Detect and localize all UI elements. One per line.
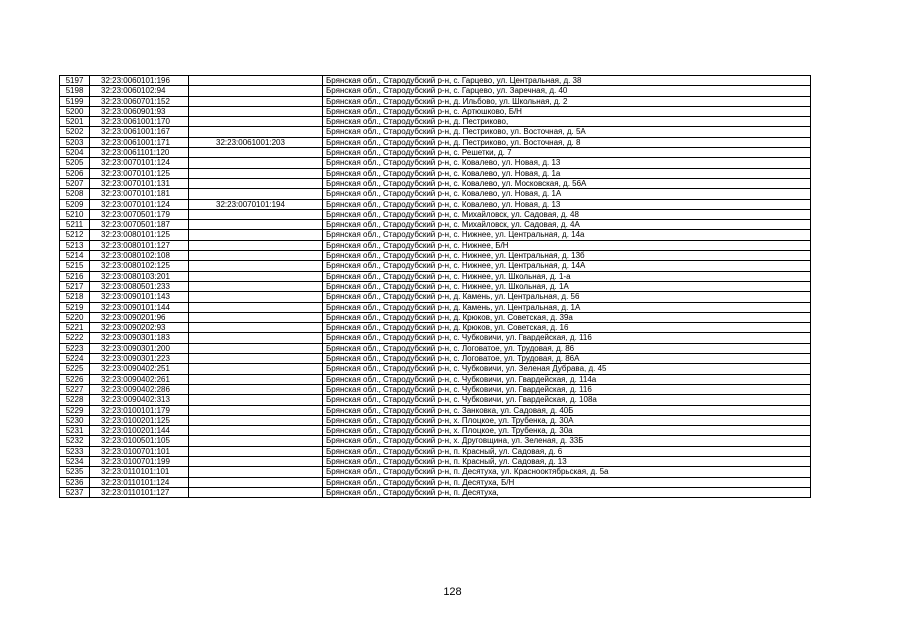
address-cell: Брянская обл., Стародубский р-н, п. Красный, ул. Садовая, д. 13 [323,456,811,466]
row-number-cell: 5197 [60,76,90,86]
cadastral-number-cell: 32:23:0061001:167 [90,127,189,137]
address-cell: Брянская обл., Стародубский р-н, с. Ковалево, ул. Новая, д. 13 [323,158,811,168]
secondary-cadastral-number-cell [189,86,323,96]
table-row [60,148,811,158]
address-cell: Брянская обл., Стародубский р-н, с. Чубковичи, ул. Гвардейская, д. 108а [323,395,811,405]
address-cell: Брянская обл., Стародубский р-н, с. Нижнее, ул. Центральная, д. 14А [323,261,811,271]
secondary-cadastral-number-cell [189,168,323,178]
address-cell: Брянская обл., Стародубский р-н, д. Пестриково, ул. Восточная, д. 5А [323,127,811,137]
address-cell: Брянская обл., Стародубский р-н, с. Нижнее, ул. Центральная, д. 14а [323,230,811,240]
secondary-cadastral-number-cell [189,76,323,86]
cadastral-number-cell: 32:23:0090402:251 [90,364,189,374]
table-row [60,426,811,436]
address-cell: Брянская обл., Стародубский р-н, д. Камень, ул. Центральная, д. 56 [323,292,811,302]
address-cell: Брянская обл., Стародубский р-н, д. Камень, ул. Центральная, д. 1А [323,302,811,312]
table-row [60,477,811,487]
cadastral-number-cell: 32:23:0090402:313 [90,395,189,405]
secondary-cadastral-number-cell [189,477,323,487]
cadastral-number-cell: 32:23:0060901:93 [90,106,189,116]
table-row [60,76,811,86]
secondary-cadastral-number-cell [189,487,323,497]
cadastral-number-cell: 32:23:0090402:286 [90,384,189,394]
cadastral-number-cell: 32:23:0080102:108 [90,251,189,261]
row-number-cell: 5223 [60,343,90,353]
cadastral-number-cell: 32:23:0070501:187 [90,220,189,230]
secondary-cadastral-number-cell [189,292,323,302]
address-cell: Брянская обл., Стародубский р-н, с. Занковка, ул. Садовая, д. 40Б [323,405,811,415]
address-cell: Брянская обл., Стародубский р-н, д. Пестриково, [323,117,811,127]
cadastral-number-cell: 32:23:0100701:101 [90,446,189,456]
cadastral-number-cell: 32:23:0090301:200 [90,343,189,353]
table-row [60,405,811,415]
secondary-cadastral-number-cell [189,271,323,281]
row-number-cell: 5232 [60,436,90,446]
cadastral-number-cell: 32:23:0090202:93 [90,323,189,333]
table-row [60,158,811,168]
row-number-cell: 5205 [60,158,90,168]
cadastral-number-cell: 32:23:0090101:144 [90,302,189,312]
row-number-cell: 5209 [60,199,90,209]
registry-table [59,75,811,498]
row-number-cell: 5229 [60,405,90,415]
cadastral-number-cell: 32:23:0080501:233 [90,281,189,291]
secondary-cadastral-number-cell [189,302,323,312]
table-row [60,230,811,240]
address-cell: Брянская обл., Стародубский р-н, с. Нижнее, ул. Центральная, д. 13б [323,251,811,261]
address-cell: Брянская обл., Стародубский р-н, с. Чубковичи, ул. Зеленая Дубрава, д. 45 [323,364,811,374]
row-number-cell: 5207 [60,178,90,188]
row-number-cell: 5199 [60,96,90,106]
secondary-cadastral-number-cell [189,96,323,106]
secondary-cadastral-number-cell [189,384,323,394]
address-cell: Брянская обл., Стародубский р-н, с. Гарцево, ул. Центральная, д. 38 [323,76,811,86]
cadastral-number-cell: 32:23:0110101:124 [90,477,189,487]
row-number-cell: 5203 [60,137,90,147]
table-row [60,354,811,364]
row-number-cell: 5228 [60,395,90,405]
table-row [60,106,811,116]
table-row [60,292,811,302]
cadastral-number-cell: 32:23:0070101:131 [90,178,189,188]
secondary-cadastral-number-cell [189,148,323,158]
table-row [60,312,811,322]
secondary-cadastral-number-cell [189,374,323,384]
table-row [60,323,811,333]
secondary-cadastral-number-cell [189,395,323,405]
row-number-cell: 5204 [60,148,90,158]
row-number-cell: 5220 [60,312,90,322]
secondary-cadastral-number-cell [189,323,323,333]
table-row [60,137,811,147]
row-number-cell: 5231 [60,426,90,436]
address-cell: Брянская обл., Стародубский р-н, х. Плоцкое, ул. Трубенка, д. 30А [323,415,811,425]
address-cell: Брянская обл., Стародубский р-н, п. Красный, ул. Садовая, д. 6 [323,446,811,456]
table-row [60,446,811,456]
secondary-cadastral-number-cell [189,106,323,116]
table-row [60,271,811,281]
registry-table-body [60,76,811,498]
cadastral-number-cell: 32:23:0100201:144 [90,426,189,436]
table-row [60,209,811,219]
address-cell: Брянская обл., Стародубский р-н, п. Десятуха, [323,487,811,497]
cadastral-number-cell: 32:23:0080101:125 [90,230,189,240]
table-row [60,384,811,394]
table-row [60,456,811,466]
table-row [60,86,811,96]
secondary-cadastral-number-cell [189,415,323,425]
row-number-cell: 5215 [60,261,90,271]
address-cell: Брянская обл., Стародубский р-н, с. Ковалево, ул. Московская, д. 56А [323,178,811,188]
table-row [60,415,811,425]
address-cell: Брянская обл., Стародубский р-н, х. Плоцкое, ул. Трубенка, д. 30а [323,426,811,436]
table-row [60,364,811,374]
address-cell: Брянская обл., Стародубский р-н, с. Ковалево, ул. Новая, д. 1а [323,168,811,178]
cadastral-number-cell: 32:23:0060701:152 [90,96,189,106]
row-number-cell: 5214 [60,251,90,261]
row-number-cell: 5202 [60,127,90,137]
cadastral-number-cell: 32:23:0110101:101 [90,467,189,477]
address-cell: Брянская обл., Стародубский р-н, д. Крюков, ул. Советская, д. 39а [323,312,811,322]
row-number-cell: 5227 [60,384,90,394]
secondary-cadastral-number-cell [189,230,323,240]
secondary-cadastral-number-cell [189,261,323,271]
table-row [60,467,811,477]
cadastral-number-cell: 32:23:0090301:183 [90,333,189,343]
table-row [60,395,811,405]
row-number-cell: 5200 [60,106,90,116]
address-cell: Брянская обл., Стародубский р-н, п. Десятуха, Б/Н [323,477,811,487]
secondary-cadastral-number-cell: 32:23:0070101:194 [189,199,323,209]
secondary-cadastral-number-cell [189,333,323,343]
table-row [60,117,811,127]
table-row [60,281,811,291]
cadastral-number-cell: 32:23:0070101:124 [90,158,189,168]
address-cell: Брянская обл., Стародубский р-н, д. Ильбово, ул. Школьная, д. 2 [323,96,811,106]
row-number-cell: 5212 [60,230,90,240]
address-cell: Брянская обл., Стародубский р-н, с. Ковалево, ул. Новая, д. 1А [323,189,811,199]
secondary-cadastral-number-cell [189,405,323,415]
table-row [60,261,811,271]
page-number: 128 [443,586,462,598]
address-cell: Брянская обл., Стародубский р-н, с. Нижнее, ул. Школьная, д. 1А [323,281,811,291]
row-number-cell: 5208 [60,189,90,199]
secondary-cadastral-number-cell [189,189,323,199]
row-number-cell: 5206 [60,168,90,178]
cadastral-number-cell: 32:23:0100101:179 [90,405,189,415]
address-cell: Брянская обл., Стародубский р-н, д. Крюков, ул. Советская, д. 16 [323,323,811,333]
table-row [60,96,811,106]
row-number-cell: 5226 [60,374,90,384]
table-row [60,251,811,261]
secondary-cadastral-number-cell [189,209,323,219]
cadastral-number-cell: 32:23:0061101:120 [90,148,189,158]
cadastral-number-cell: 32:23:0090301:223 [90,354,189,364]
secondary-cadastral-number-cell [189,446,323,456]
address-cell: Брянская обл., Стародубский р-н, с. Чубковичи, ул. Гвардейская, д. 116 [323,384,811,394]
cadastral-number-cell: 32:23:0100201:125 [90,415,189,425]
row-number-cell: 5218 [60,292,90,302]
row-number-cell: 5237 [60,487,90,497]
row-number-cell: 5236 [60,477,90,487]
secondary-cadastral-number-cell [189,281,323,291]
table-row [60,343,811,353]
cadastral-number-cell: 32:23:0090402:261 [90,374,189,384]
address-cell: Брянская обл., Стародубский р-н, х. Друговщина, ул. Зеленая, д. 33Б [323,436,811,446]
secondary-cadastral-number-cell [189,158,323,168]
secondary-cadastral-number-cell [189,467,323,477]
table-row [60,436,811,446]
address-cell: Брянская обл., Стародубский р-н, с. Чубковичи, ул. Гвардейская, д. 114а [323,374,811,384]
address-cell: Брянская обл., Стародубский р-н, с. Артюшково, Б/Н [323,106,811,116]
secondary-cadastral-number-cell [189,178,323,188]
table-row [60,487,811,497]
table-row [60,374,811,384]
cadastral-number-cell: 32:23:0090201:96 [90,312,189,322]
cadastral-number-cell: 32:23:0061001:170 [90,117,189,127]
secondary-cadastral-number-cell [189,127,323,137]
secondary-cadastral-number-cell [189,426,323,436]
secondary-cadastral-number-cell [189,456,323,466]
table-row [60,333,811,343]
table-row [60,178,811,188]
secondary-cadastral-number-cell [189,364,323,374]
cadastral-number-cell: 32:23:0070501:179 [90,209,189,219]
secondary-cadastral-number-cell [189,343,323,353]
table-row [60,240,811,250]
address-cell: Брянская обл., Стародубский р-н, с. Ковалево, ул. Новая, д. 13 [323,199,811,209]
address-cell: Брянская обл., Стародубский р-н, с. Решетки, д. 7 [323,148,811,158]
row-number-cell: 5224 [60,354,90,364]
row-number-cell: 5235 [60,467,90,477]
row-number-cell: 5213 [60,240,90,250]
secondary-cadastral-number-cell [189,251,323,261]
cadastral-number-cell: 32:23:0080103:201 [90,271,189,281]
table-row [60,168,811,178]
cadastral-number-cell: 32:23:0070101:181 [90,189,189,199]
address-cell: Брянская обл., Стародубский р-н, с. Михайловск, ул. Садовая, д. 4А [323,220,811,230]
row-number-cell: 5198 [60,86,90,96]
cadastral-number-cell: 32:23:0070101:124 [90,199,189,209]
secondary-cadastral-number-cell: 32:23:0061001:203 [189,137,323,147]
address-cell: Брянская обл., Стародубский р-н, с. Логоватое, ул. Трудовая, д. 86А [323,354,811,364]
address-cell: Брянская обл., Стародубский р-н, с. Чубковичи, ул. Гвардейская, д. 116 [323,333,811,343]
row-number-cell: 5221 [60,323,90,333]
cadastral-number-cell: 32:23:0100501:105 [90,436,189,446]
row-number-cell: 5219 [60,302,90,312]
table-row [60,199,811,209]
table-row [60,302,811,312]
secondary-cadastral-number-cell [189,240,323,250]
cadastral-number-cell: 32:23:0060101:196 [90,76,189,86]
address-cell: Брянская обл., Стародубский р-н, п. Десятуха, ул. Краснооктябрьская, д. 5а [323,467,811,477]
secondary-cadastral-number-cell [189,354,323,364]
row-number-cell: 5230 [60,415,90,425]
row-number-cell: 5210 [60,209,90,219]
cadastral-number-cell: 32:23:0090101:143 [90,292,189,302]
cadastral-number-cell: 32:23:0080102:125 [90,261,189,271]
row-number-cell: 5225 [60,364,90,374]
cadastral-number-cell: 32:23:0061001:171 [90,137,189,147]
row-number-cell: 5222 [60,333,90,343]
table-row [60,127,811,137]
secondary-cadastral-number-cell [189,117,323,127]
row-number-cell: 5217 [60,281,90,291]
cadastral-number-cell: 32:23:0070101:125 [90,168,189,178]
address-cell: Брянская обл., Стародубский р-н, с. Нижнее, Б/Н [323,240,811,250]
address-cell: Брянская обл., Стародубский р-н, с. Логоватое, ул. Трудовая, д. 86 [323,343,811,353]
table-row [60,189,811,199]
row-number-cell: 5234 [60,456,90,466]
cadastral-number-cell: 32:23:0100701:199 [90,456,189,466]
address-cell: Брянская обл., Стародубский р-н, д. Пестриково, ул. Восточная, д. 8 [323,137,811,147]
row-number-cell: 5211 [60,220,90,230]
cadastral-number-cell: 32:23:0080101:127 [90,240,189,250]
address-cell: Брянская обл., Стародубский р-н, с. Нижнее, ул. Школьная, д. 1-а [323,271,811,281]
secondary-cadastral-number-cell [189,312,323,322]
address-cell: Брянская обл., Стародубский р-н, с. Гарцево, ул. Заречная, д. 40 [323,86,811,96]
cadastral-number-cell: 32:23:0060102:94 [90,86,189,96]
secondary-cadastral-number-cell [189,220,323,230]
secondary-cadastral-number-cell [189,436,323,446]
address-cell: Брянская обл., Стародубский р-н, с. Михайловск, ул. Садовая, д. 48 [323,209,811,219]
row-number-cell: 5233 [60,446,90,456]
table-row [60,220,811,230]
row-number-cell: 5216 [60,271,90,281]
cadastral-number-cell: 32:23:0110101:127 [90,487,189,497]
row-number-cell: 5201 [60,117,90,127]
